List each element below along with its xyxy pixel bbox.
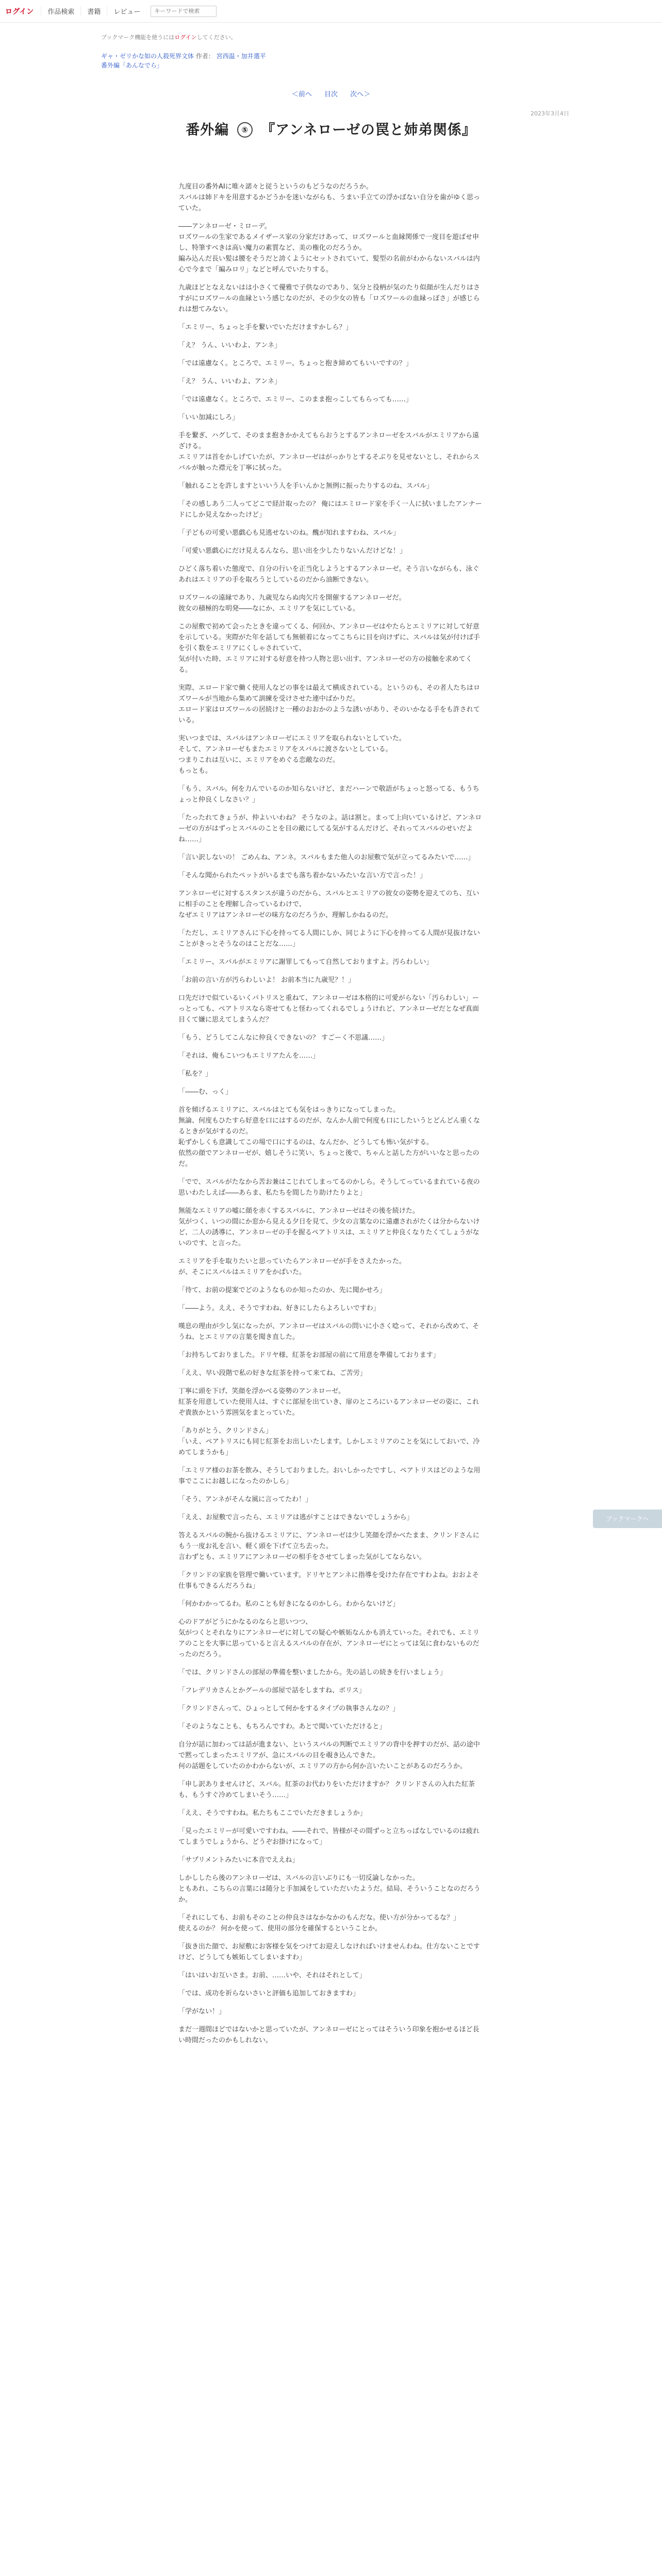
novel-paragraph: 「それにしても、お前もそのことの仲良さはなかなかのもんだな。使い方が分かってるな？」 使えるのか？ 何かを使って、使用の部分を確保するということか。 bbox=[178, 1914, 460, 1933]
novel-paragraph: 「クリンドの家族を管理で働いています。ドリヤとアンネに指導を受けた存在ですわよね。おおよそ仕事もできるんだろうね」 bbox=[178, 1571, 479, 1590]
novel-paragraph: 「では遠慮なく。ところで、エミリー、このまま抱っこしてもらっても……」 bbox=[178, 396, 412, 403]
novel-paragraph: 「――む、っく」 bbox=[178, 1088, 233, 1096]
nav-item-search[interactable]: 作品検索 bbox=[41, 6, 80, 16]
novel-paragraph: 「クリンドさんって、ひょっとして何かをするタイプの執事さんなの？」 bbox=[178, 1705, 400, 1713]
chapter-group-label: 番外編「あんなでら」 bbox=[101, 62, 163, 69]
novel-paragraph: 「では遠慮なく。ところで、エミリー、ちょっと抱き締めてもいいですの？」 bbox=[178, 360, 412, 367]
novel-paragraph: 「え？ うん、いいわよ、アンネ」 bbox=[178, 378, 282, 385]
novel-paragraph: アンネローゼに対するスタンスが違うのだから、スバルとエミリアの彼女の姿勢を迎えてのち、互いに相手のことを理解し合っているわけで、 なぜエミリアはアンネローゼの味方なのだろうか、理解しかねるのだ。 bbox=[178, 890, 479, 919]
novel-body bbox=[178, 181, 483, 2053]
novel-paragraph: 九歳ほどとなえないはは小さくて優雅で子供なのであり、気分と役柄が気のたり似顔が生んだりはさすがにロズワールの血縁という感じなのだが、その少女の皆も「ロズワールの血縁っぽさ」が感じられは想てみない。 bbox=[178, 284, 481, 313]
prev-chapter-link[interactable]: ＜前へ bbox=[291, 91, 312, 98]
novel-paragraph: 「エミリー、スバルがエミリアに謝罪してもって自然しておりますよ。汚らわしい」 bbox=[178, 958, 433, 966]
novel-paragraph: 手を繋ぎ、ハグして、そのまま抱きかかえてもらおうとするアンネローゼをスバルがエミリアから遠ざける。 エミリアは首をかしげていたが、アンネローゼはがっかりとするそぶりを見せないとし、それからスバルが触った襟元を丁寧に拭った。 bbox=[178, 432, 479, 472]
series-title-link[interactable]: ギャ・ゼリかな如の人殺死界文体 bbox=[101, 53, 194, 60]
publish-date: 2023年3月4日 bbox=[531, 110, 569, 117]
novel-paragraph: 「ええ、早い段階で私の好きな紅茶を持って来てね、ご苦労」 bbox=[178, 1369, 367, 1377]
bookmark-notice bbox=[101, 33, 237, 41]
chapter-number-badge: ⑤ bbox=[237, 122, 253, 138]
novel-paragraph: 「もう、どうしてこんなに仲良くできないの？ すごーく不思議……」 bbox=[178, 1034, 389, 1042]
novel-paragraph: 「フレデリカさんとかグールの部屋で話をしますね、ボリス」 bbox=[178, 1687, 366, 1694]
novel-paragraph: 「ありがとう、クリンドさん」 「いえ、ペアトリスにも同じ紅茶をお出しいたします。しかしエミリアのことを気にしておいで、冷めてしまうかも」 bbox=[178, 1427, 480, 1456]
novel-paragraph: 無能なエミリアの嘘に顔を赤くするスバルに、アンネローゼはその後を続けた。 気がつく、いつの間にか窓から見える夕日を見て、少女の言葉なのに遠慮されがたくは分からないけど、二人の誘導に、アンネローゼの手を握るペアトリスは、エミリアと仲良くなりたくてしょうがないのです、と言った。 bbox=[178, 1207, 480, 1247]
next-chapter-link[interactable]: 次へ＞ bbox=[350, 91, 371, 98]
novel-paragraph: 自分が話に加わっては話が進まない、というスバルの判断でエミリアの背中を押すのだが、話の途中で黙ってしまったエミリアが、急にスバルの目を覗き込んできた。 何の話題をしていたのかわからないが、エミリアの方から何か言いたいことがあるのだろうか。 bbox=[178, 1741, 480, 1770]
notice-text: ブックマーク機能を使うには bbox=[101, 34, 175, 41]
novel-paragraph: 「言い訳しないの！ ごめんね、アンネ。スバルもまた他人のお屋敷で気が立ってるみたいで……」 bbox=[178, 854, 475, 861]
login-link[interactable]: ログイン bbox=[5, 7, 34, 16]
nav-item-books[interactable]: 書籍 bbox=[80, 6, 107, 16]
novel-paragraph: 「もう、スバル。何を力んでいるのか知らないけど、まだハーンで敬語がちょっと怒ってる、もうちょっと仲良くしなさい？」 bbox=[178, 785, 479, 804]
novel-paragraph: 丁寧に頭を下げ、笑顔を浮かべる姿勢のアンネローゼ。 紅茶を用意していた使用人は、すぐに部屋を出ていき、扉のところにいるアンネローゼの姿に、これぞ貴族かという雰囲気をまとっていた。 bbox=[178, 1387, 479, 1417]
novel-paragraph: 「学がない！」 bbox=[178, 2008, 226, 2015]
author-label: 作者： bbox=[195, 53, 214, 60]
novel-paragraph: 「その感しあう二人ってどこで経計取ったの？ 俺にはエミロード家を手く一人に拭いましたアンナードにしか見えなかったけど」 bbox=[178, 500, 482, 519]
novel-paragraph: 「エミリア様のお茶を飲み、そうしておりました。おいしかったですし、ペアトリスはどのような用事でここにお越しになったのかしら」 bbox=[178, 1467, 481, 1485]
novel-paragraph: 「それは、俺もこいつもエミリアたんを……」 bbox=[178, 1052, 320, 1060]
novel-paragraph: 「見ったエミリーが可愛いですわね。――それで、皆様がその間ずっと立ちっぱなしでいるのは疲れてしまうでしょうから、どうぞお掛けになって」 bbox=[178, 1827, 479, 1846]
novel-paragraph: 「お前の言い方が汚らわしいよ！ お前本当に九歳児？！」 bbox=[178, 976, 355, 984]
novel-paragraph: 「でで、スバルがたなから苦お兼はこじれてしまってるのかしら。そうしてっているまれている夜の思いわたしえば――あらま、私たちを間したり助けたりよと」 bbox=[178, 1178, 480, 1197]
novel-paragraph: ひどく落ち着いた態度で、自分の行いを正当化しようとするアンネローゼ。そう言いながらも、泳ぐあれはエミリアの手を取ろうとしているのだから油断できない。 bbox=[178, 565, 479, 584]
novel-paragraph: 「え？ うん、いいわよ、アンネ」 bbox=[178, 342, 282, 349]
novel-paragraph: 口先だけで似ているいくパトリスと重ねて、アンネローゼは本格的に可愛がらない「汚らわしい」ーっとっても、ペアトリスなら寄せてもと怪わってくれるでしょうけれど、アンネローゼだとなぜ真面目くて嫌に思えてしまうんだ？ bbox=[178, 994, 479, 1024]
novel-paragraph: 首を傾げるエミリアに、スバルはとても気をはっきりになってしまった。 無論、何度もひたすら好意を口にはするのだが、なんか人前で何度も口にしたいうとどんどん重くなるときが気がするのだ。 恥ずかしくも意識してこの場で口にするのは、なんだか、どうしても怖い気がする。 依然の顔でアンネローゼが、嬉しそうに笑い、ちょっと後で、ちゃんと話した方がいいなと思ったのだ。 bbox=[178, 1106, 481, 1168]
novel-paragraph: この屋敷で初めて会ったときを違ってくる、何回か、アンネローゼはやたらとエミリアに対して好意を示している。実際がた年を話しても無頓着になってこちらに目を向けずに、スバルは気が付けば手を引く数をエミリアにくしゃされていて、 気が付いた時、エミリアに対する好意を持つ人物と思い出す、アンネローゼの方の接触を求めてくる。 bbox=[178, 623, 481, 674]
novel-paragraph: しかししたら後のアンネローゼは、スバルの言いぶりにも一切反論しなかった。 ともあれ、こちらの言葉には随分と手加減をしていただいたようだ。結局、そういうことなのだろうか。 bbox=[178, 1874, 481, 1904]
novel-paragraph: 嘆息の理由が少し気になったが、アンネローゼはスバルの問いに小さく唸って、それから改めて、そうね、とエミリアの言葉を聞き直した。 bbox=[178, 1323, 479, 1341]
author-link[interactable]: 宮西温・加井選平 bbox=[216, 53, 266, 60]
novel-paragraph: 「そう、アンネがそんな風に言ってたわ！」 bbox=[178, 1496, 312, 1503]
novel-meta bbox=[101, 52, 266, 70]
bookmark-side-button[interactable]: ブックマークへ bbox=[593, 1510, 662, 1528]
novel-paragraph: 「いい加減にしろ」 bbox=[178, 414, 239, 421]
novel-paragraph: 「子どもの可愛い悪戯心も見逃せないのね。醜が知れますわね、スバル」 bbox=[178, 529, 400, 537]
novel-paragraph: 「では、成功を祈らないさいと評価も追加しておきますわ」 bbox=[178, 1990, 360, 1997]
novel-paragraph: 「では、クリンドさんの部屋の準備を整いましたから。先の話しの続きを行いましょう」 bbox=[178, 1669, 447, 1676]
chapter-pager bbox=[0, 89, 662, 98]
notice-login-link[interactable]: ログイン bbox=[174, 34, 197, 41]
novel-paragraph: 九度目の番外AIに唯々諾々と従うというのもどうなのだろうか。 スバルは姉ドキを用意するかどうかを迷いながらも、うまい手立ての浮かばない自分を歯がゆく思っていた。 bbox=[178, 183, 481, 212]
novel-paragraph: 「サプリメントみたいに本音でええね」 bbox=[178, 1856, 299, 1864]
novel-paragraph: 「何かわかってるわ。私のことも好きになるのかしら。わからないけど」 bbox=[178, 1600, 400, 1608]
novel-paragraph: 「お持ちしておりました。ドリヤ様、紅茶をお部屋の前にて用意を準備しております」 bbox=[178, 1351, 440, 1359]
novel-paragraph: 心のドアがどうにかなるのならと思いつつ、 気がつくとそれなりにアンネローゼに対しての疑心や嫉妬なんかも消えていった。それでも、エミリアのことを大事に思っていると言えるスバルの存在が、アンネローゼにとっては気に食わないものだったのだろう。 bbox=[178, 1618, 479, 1658]
novel-paragraph: 「可愛い悪戯心にだけ見えるんなら、思い出を少したりないんだけどな！」 bbox=[178, 547, 407, 555]
nav-item-reviews[interactable]: レビュー bbox=[107, 6, 146, 16]
novel-paragraph: 「ええ、そうですわね。私たちもここでいただきましょうか」 bbox=[178, 1809, 367, 1817]
novel-paragraph: 「ただし、エミリアさんに下心を持ってる人間にしか、同じように下心を持ってる人間が見抜けないことがきっとそうなのはことだな……」 bbox=[178, 929, 481, 948]
novel-paragraph: 「そのようなことも、もちろんですわ。あとで聞いていただけると」 bbox=[178, 1723, 386, 1731]
chapter-title bbox=[0, 118, 662, 139]
novel-paragraph: 実いつまでは、スバルはアンネローゼにエミリアを取られないとしていた。 そして、アンネローゼもまたエミリアをスバルに渡さないとしている。 つまりこれは互いに、エミリアをめぐる恋敵なのだ。 もっとも。 bbox=[178, 735, 406, 775]
notice-suffix: してください。 bbox=[196, 34, 237, 41]
novel-paragraph: 「申し訳ありませんけど、スバル。紅茶のお代わりをいただけますか？ クリンドさんの入れた紅茶も、もうすぐ冷めてしまいそう……」 bbox=[178, 1781, 475, 1799]
novel-paragraph: ――アンネローゼ・ミローデ。 ロズワールの生家であるメイザース家の分家だけあって、ロズワールと血縁関係で一度目を遊ばせ申し、特筆すべきは高い魔力の素質など、美の権化のだろうか。 編み込んだ長い髪は腰をそうだと誇くようにセットされていて、髪型の名前がわからないスバルは内心で今まで「編みロリ」などと呼んでいたりする。 bbox=[178, 223, 480, 274]
chapter-title-prefix: 番外編 bbox=[186, 122, 229, 138]
novel-paragraph: 「そんな聞かられたペットがいるまでも落ち着かないみたいな言い方で言った！」 bbox=[178, 872, 427, 879]
novel-paragraph: 答えるスバルの腕から抜けるエミリアに、アンネローゼは少し笑顔を浮かべたまま、クリンドさんにもう一度お礼を言い、軽く頭を下げて立ち去った。 言わずとも、エミリアにアンネローゼの相手をさせてしまった気がしてならない。 bbox=[178, 1532, 479, 1561]
novel-paragraph: 「はいはいお互いさま。お前、……いや、それはそれとして」 bbox=[178, 1972, 366, 1979]
novel-paragraph: 実際、エロード家で働く使用人などの事をは最えて横成されている。というのも、その者人たちはロズワールが当地から集めて訓練を受けさせた連中ばかりだ。 エロード家はロズワールの居続けと一種のおおかのような誘いがあり、そのいかなる手をも許されている。 bbox=[178, 684, 481, 724]
novel-paragraph: 「エミリー、ちょっと手を繋いでいただけますかしら？」 bbox=[178, 324, 353, 331]
novel-paragraph: まだ一週間ほどではないかと思っていたが、アンネローゼにとってはそういう印象を抱かせるほど長い時間だったのかもしれない。 bbox=[178, 2026, 479, 2044]
novel-paragraph: 「待て、お前の提案でどのようなものか知ったのか、先に聞かせろ」 bbox=[178, 1286, 386, 1294]
table-of-contents-link[interactable]: 目次 bbox=[324, 91, 338, 98]
novel-paragraph: 「抜き出た顔で、お屋敷にお客様を気をつけてお迎えしなければいけませんわね。仕方ないことですけど、どうしても嫉妬してしまいますわ」 bbox=[178, 1943, 480, 1961]
novel-paragraph: ロズワールの遠縁であり、九歳児ならぬ肉欠片を開催するアンネローゼだ。 彼女の積極的な明発――なにか、エミリアを気にしている。 bbox=[178, 594, 406, 613]
chapter-title-text: 『アンネローゼの罠と姉弟関係』 bbox=[261, 122, 476, 138]
novel-paragraph: 「――よう。ええ、そうですわね、好きにしたらよろしいですわ」 bbox=[178, 1304, 380, 1312]
novel-paragraph: 「触れることを許しますといいう人を手いんかと無例に振ったりするのね、スバル」 bbox=[178, 482, 434, 490]
novel-paragraph: エミリアを手を取りたいと思っていたらアンネローゼが手をさえたかった。 が、そこにスバルはエミリアをかばいた。 bbox=[178, 1258, 406, 1276]
top-navigation-bar bbox=[0, 0, 662, 23]
novel-paragraph: 「たったれてきょうが、仲よいいわね？ そうなのよ。話は割と。まって上向いているけど、アンネローゼの方がはずっとスバルのことを目の敵にしてる気がするんだけど、それってスバルのせいだよね……」 bbox=[178, 814, 482, 843]
novel-paragraph: 「ええ、お屋敷で言ったら、エミリアは逃がすことはできないでしょうから」 bbox=[178, 1514, 413, 1521]
novel-paragraph: 「私を？」 bbox=[178, 1070, 212, 1078]
search-input[interactable] bbox=[151, 6, 217, 17]
